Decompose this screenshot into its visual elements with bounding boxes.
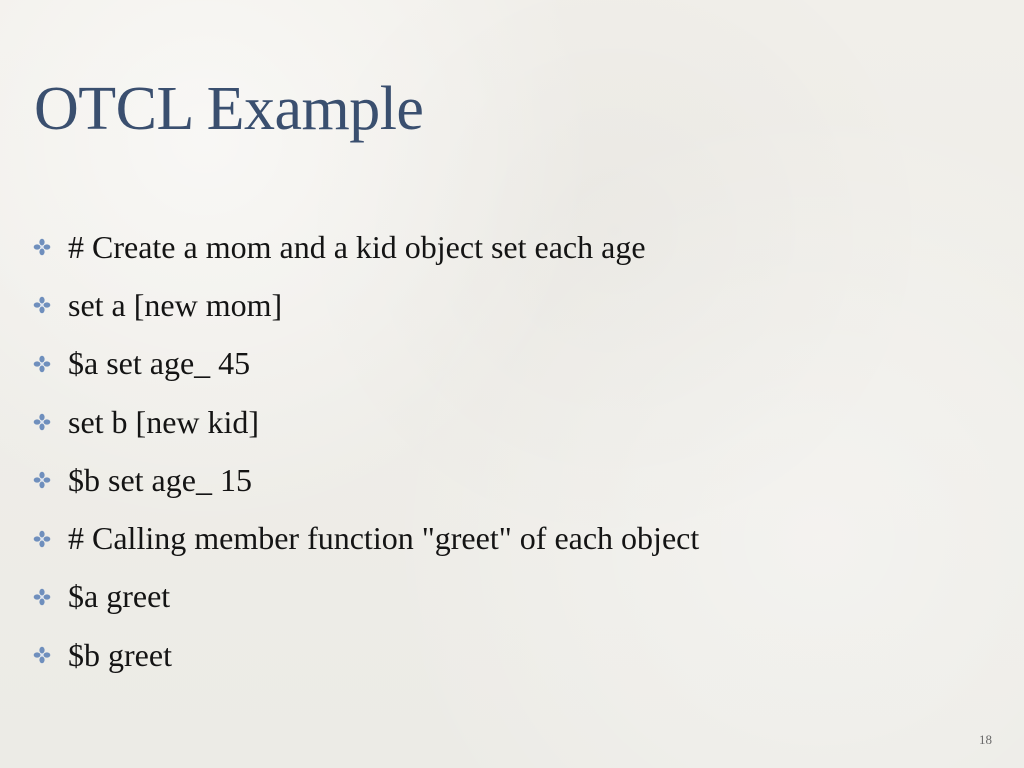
flower-bullet-icon: [33, 530, 51, 548]
bullet-text: $a greet: [68, 578, 171, 615]
bullet-text: # Calling member function "greet" of each object: [68, 520, 700, 557]
bullet-item: [33, 451, 699, 509]
bullet-list: [33, 218, 699, 684]
bullet-item: [33, 393, 699, 451]
bullet-item: [33, 509, 699, 567]
flower-bullet-icon: [33, 413, 51, 431]
flower-bullet-icon: [33, 238, 51, 256]
bullet-text: $b set age_ 15: [68, 461, 252, 498]
bullet-item: [33, 335, 699, 393]
bullet-text: $b greet: [68, 636, 172, 673]
bullet-item: [33, 276, 699, 334]
bullet-text: $a set age_ 45: [68, 345, 251, 382]
slide-number: 18: [979, 732, 992, 747]
bullet-text: set b [new kid]: [68, 403, 260, 440]
flower-bullet-icon: [33, 588, 51, 606]
bullet-text: set a [new mom]: [68, 286, 283, 323]
bullet-item: [33, 218, 699, 276]
bullet-text: # Create a mom and a kid object set each age: [68, 228, 646, 265]
bullet-item: [33, 626, 699, 684]
flower-bullet-icon: [33, 471, 51, 489]
flower-bullet-icon: [33, 646, 51, 664]
flower-bullet-icon: [33, 355, 51, 373]
flower-bullet-icon: [33, 296, 51, 314]
bullet-item: [33, 568, 699, 626]
slide-title: OTCL Example: [34, 75, 424, 143]
